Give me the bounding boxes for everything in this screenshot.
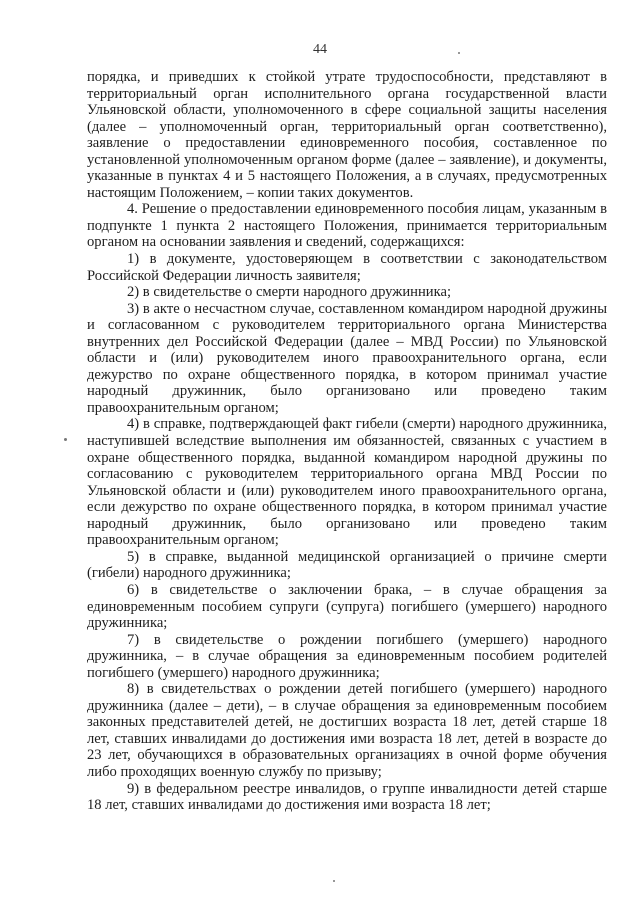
paragraph-subitem-9: 9) в федеральном реестре инвалидов, о группе инвалидности детей старше 18 лет, ставших инвалидами до достижения ими возраста 18 лет; bbox=[87, 780, 607, 814]
paragraph-subitem-3: 3) в акте о несчастном случае, составленном командиром народной дружины и согласованном с руководителем территориального органа Министерства внутренних дел Российской Федерации (далее – МВД России) по Ульяновской области и (или) руководителем иного правоохранительного органа, если дежурство по охране общественного порядка, в котором принимал участие народный дружинник, было организовано или проведено таким правоохранительным органом; bbox=[87, 300, 607, 416]
paragraph-item-4: 4. Решение о предоставлении единовременного пособия лицам, указанным в подпункте 1 пункта 2 настоящего Положения, принимается территориальным органом на основании заявления и сведений, содержащихся: bbox=[87, 201, 607, 251]
scan-speck bbox=[64, 438, 67, 441]
paragraph-subitem-2: 2) в свидетельстве о смерти народного дружинника; bbox=[127, 284, 451, 301]
paragraph-subitem-7: 7) в свидетельстве о рождении погибшего (умершего) народного дружинника, – в случае обращения за единовременным пособием родителей погибшего (умершего) народного дружинника; bbox=[87, 631, 607, 681]
document-body bbox=[87, 69, 607, 814]
paragraph-subitem-1: 1) в документе, удостоверяющем в соответствии с законодательством Российской Федерации личность заявителя; bbox=[87, 251, 607, 284]
scan-speck bbox=[333, 880, 335, 882]
paragraph-subitem-6: 6) в свидетельстве о заключении брака, – в случае обращения за единовременным пособием супруги (супруга) погибшего (умершего) народного дружинника; bbox=[87, 581, 607, 632]
paragraph-subitem-8: 8) в свидетельствах о рождении детей погибшего (умершего) народного дружинника (далее – дети), – в случае обращения за единовременным пособием законных представителей детей, не достигших возраста 18 лет, детей старше 18 лет, ставших инвалидами до достижения ими возраста 18 лет, детей в возрасте до 23 лет, обучающихся в образовательных организациях в очной форме обучения либо проходящих военную службу по призыву; bbox=[87, 681, 607, 780]
scan-speck bbox=[458, 52, 460, 54]
paragraph-continuation: порядка, и приведших к стойкой утрате трудоспособности, представляют в территориальный орган исполнительного органа государственной власти Ульяновской области, уполномоченного в сфере социальной защиты населения (далее – уполномоченный орган, территориальный орган соответственно), заявление о предоставлении единовременного пособия, составленное по установленной уполномоченным органом форме (далее – заявление), и документы, указанные в пунктах 4 и 5 настоящего Положения, а в случаях, предусмотренных настоящим Положением, – копии таких документов. bbox=[87, 69, 607, 201]
paragraph-subitem-4: 4) в справке, подтверждающей факт гибели (смерти) народного дружинника, наступившей вследствие выполнения им обязанностей, связанных с участием в охране общественного порядка, выданной командиром народной дружины по согласованию с руководителем территориального органа МВД России по Ульяновской области и (или) руководителем иного правоохранительного органа, если дежурство по охране общественного порядка, в котором принимал участие народный дружинник, было организовано или проведено таким правоохранительным органом; bbox=[87, 416, 607, 549]
paragraph-subitem-5: 5) в справке, выданной медицинской организацией о причине смерти (гибели) народного дружинника; bbox=[87, 548, 607, 582]
page-number: 44 bbox=[313, 42, 327, 57]
